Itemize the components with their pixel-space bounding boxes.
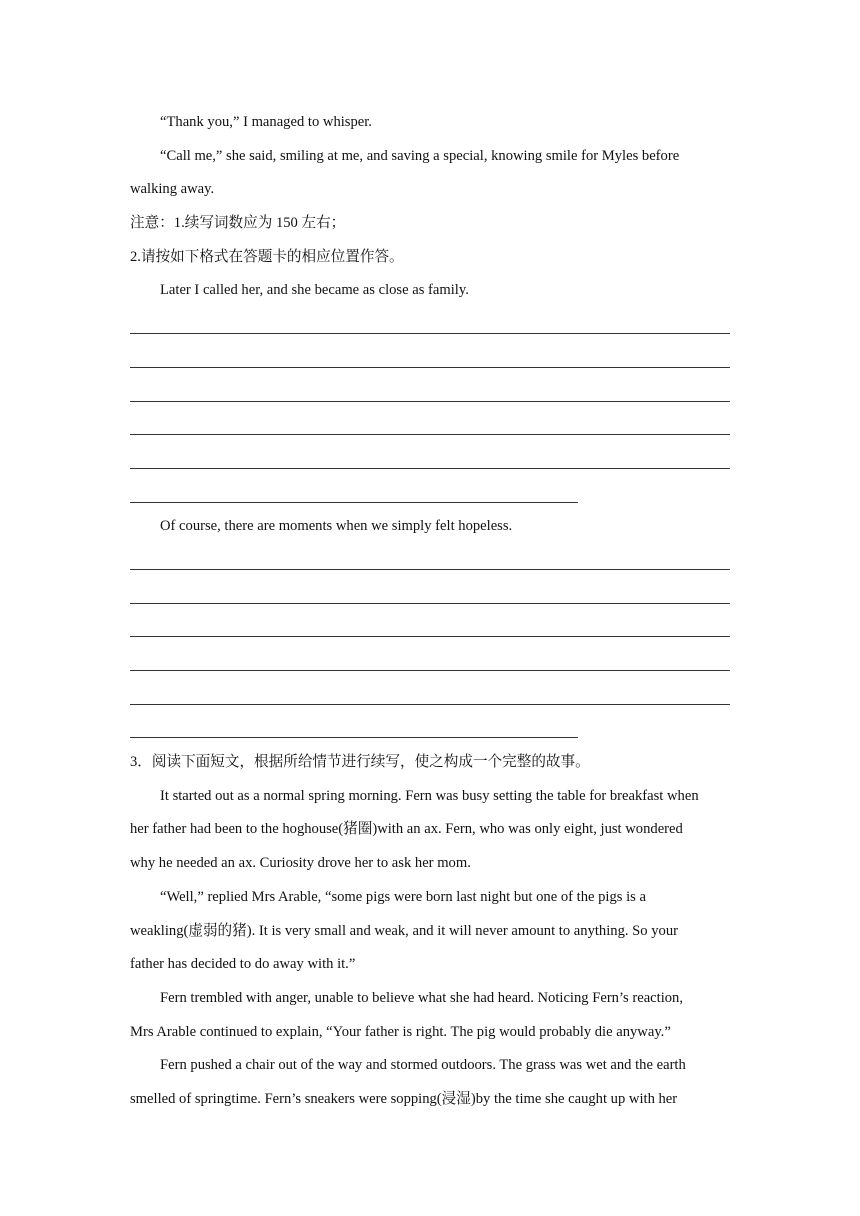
story-paragraph-3-line2: Mrs Arable continued to explain, “Your father is right. The pig would probably die anyway.” bbox=[130, 1023, 671, 1040]
story-paragraph-1-line1: It started out as a normal spring morning. Fern was busy setting the table for breakfast when bbox=[160, 787, 699, 804]
story-paragraph-4-line1: Fern pushed a chair out of the way and stormed outdoors. The grass was wet and the earth bbox=[160, 1057, 686, 1074]
prompt-moments-hopeless: Of course, there are moments when we simply felt hopeless. bbox=[160, 518, 513, 535]
document-body bbox=[130, 110, 730, 1121]
question-3-heading: 3．阅读下面短文，根据所给情节进行续写，使之构成一个完整的故事。 bbox=[130, 754, 590, 771]
answer-rule bbox=[130, 603, 730, 604]
prompt-later-i-called-her: Later I called her, and she became as close as family. bbox=[160, 282, 469, 299]
answer-rule bbox=[130, 502, 578, 503]
note-answer-format: 2.请按如下格式在答题卡的相应位置作答。 bbox=[130, 248, 404, 265]
answer-rule bbox=[130, 468, 730, 469]
story-paragraph-2-line2: weakling(虚弱的猪). It is very small and weak, and it will never amount to anything. So your bbox=[130, 922, 678, 939]
answer-rule bbox=[130, 434, 730, 435]
answer-line[interactable] bbox=[130, 346, 730, 380]
story-paragraph-1-line3: why he needed an ax. Curiosity drove her to ask her mom. bbox=[130, 855, 471, 872]
story-paragraph-2-line1: “Well,” replied Mrs Arable, “some pigs were born last night but one of the pigs is a bbox=[160, 888, 646, 905]
answer-rule bbox=[130, 569, 730, 570]
answer-rule bbox=[130, 704, 730, 705]
answer-rule bbox=[130, 737, 578, 738]
answer-line[interactable] bbox=[130, 413, 730, 447]
answer-line[interactable] bbox=[130, 683, 730, 717]
answer-line[interactable] bbox=[130, 380, 730, 414]
answer-rule bbox=[130, 636, 730, 637]
answer-line[interactable] bbox=[130, 312, 730, 346]
answer-line[interactable] bbox=[130, 716, 730, 750]
answer-line[interactable] bbox=[130, 582, 730, 616]
answer-rule bbox=[130, 367, 730, 368]
answer-line[interactable] bbox=[130, 649, 730, 683]
story-paragraph-1-line2: her father had been to the hoghouse(猪圈)with an ax. Fern, who was only eight, just wondered bbox=[130, 821, 683, 838]
answer-line[interactable] bbox=[130, 481, 730, 515]
paragraph-call-me-line2: walking away. bbox=[130, 181, 215, 198]
answer-line[interactable] bbox=[130, 548, 730, 582]
answer-rule bbox=[130, 333, 730, 334]
note-word-count: 注意：1.续写词数应为 150 左右； bbox=[130, 215, 346, 232]
answer-line[interactable] bbox=[130, 447, 730, 481]
paragraph-thank-you: “Thank you,” I managed to whisper. bbox=[160, 114, 372, 130]
story-paragraph-3-line1: Fern trembled with anger, unable to believe what she had heard. Noticing Fern’s reaction, bbox=[160, 989, 684, 1006]
story-paragraph-4-line2: smelled of springtime. Fern’s sneakers were sopping(浸湿)by the time she caught up with her bbox=[130, 1090, 678, 1107]
paragraph-call-me-line1: “Call me,” she said, smiling at me, and saving a special, knowing smile for Myles before bbox=[160, 147, 680, 164]
answer-line[interactable] bbox=[130, 615, 730, 649]
answer-rule bbox=[130, 670, 730, 671]
answer-rule bbox=[130, 401, 730, 402]
story-paragraph-2-line3: father has decided to do away with it.” bbox=[130, 956, 356, 973]
